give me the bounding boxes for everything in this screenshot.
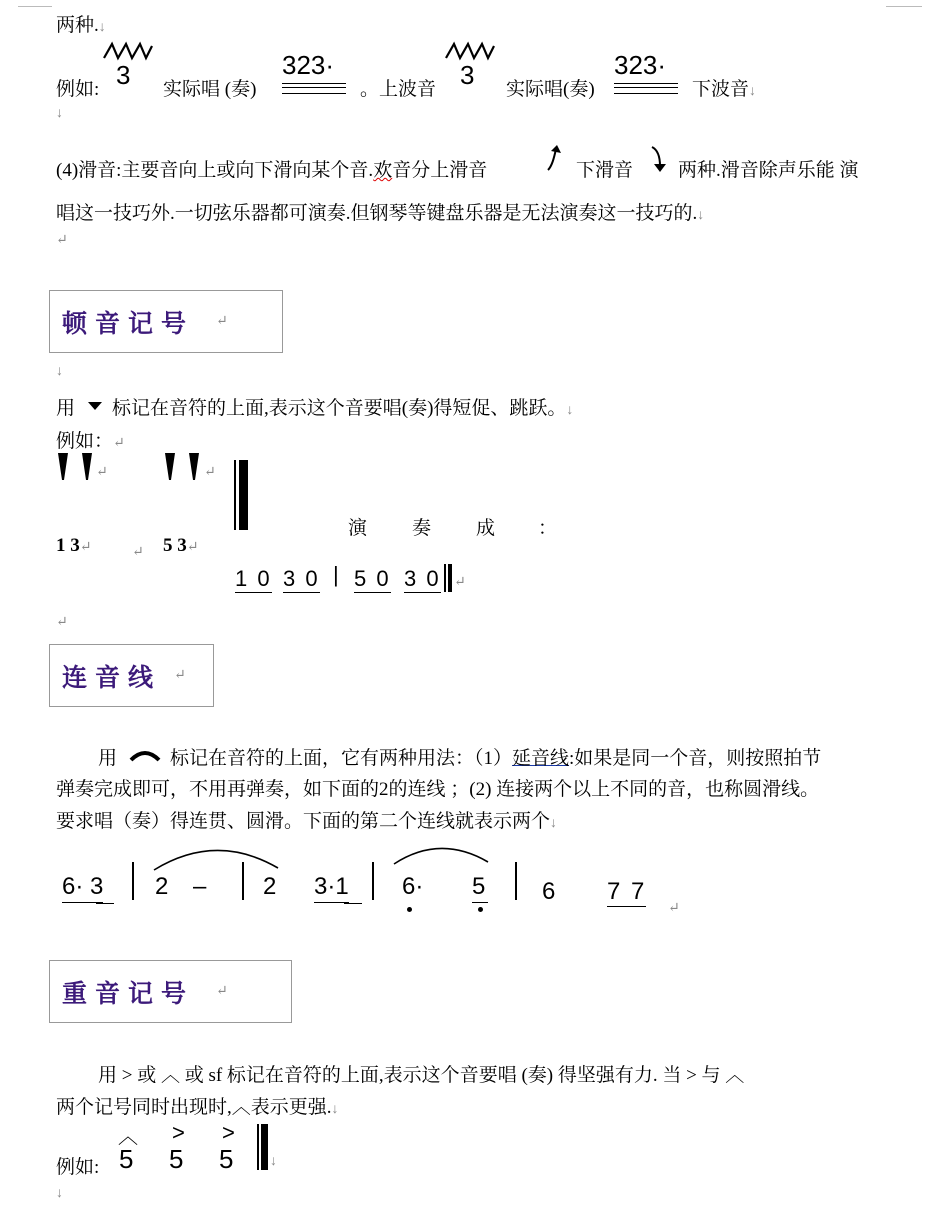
result-bar: | — [333, 562, 339, 587]
page-corner-right — [886, 0, 922, 7]
score-note-group: 7 7 — [607, 878, 647, 905]
low-octave-dot — [478, 907, 483, 912]
accent-mark: > — [172, 1120, 185, 1145]
score-bar-line — [372, 862, 374, 900]
glide-down-label: 下滑音 — [576, 160, 634, 181]
actual-label: 实际唱 (奏) — [163, 79, 257, 100]
section-heading-tie: 连音线 ↵ — [49, 644, 214, 707]
perform-as-1: 演 — [348, 518, 368, 539]
paragraph-mark: ↓ — [749, 84, 757, 99]
bar-line-icon — [233, 460, 253, 530]
staccato-notes-left: 1 3↵ — [56, 535, 92, 556]
staccato-desc-start: 用 — [56, 398, 76, 419]
accent-note: 5 — [119, 1144, 134, 1174]
return-mark: ↵ — [454, 575, 466, 590]
page-corner-left — [18, 0, 52, 7]
staccato-desc: 标记在音符的上面,表示这个音要唱(奏)得短促、跳跃。↓ — [112, 398, 574, 419]
staccato-icon — [86, 400, 104, 412]
result-notes: 323· — [614, 50, 667, 80]
return-mark: ↵ — [204, 465, 216, 480]
accent-mark: > — [222, 1120, 235, 1145]
glide-line-1: (4)滑音:主要音向上或向下滑向某个音.欢音分上滑音 — [56, 160, 488, 181]
end-bar-icon — [444, 564, 454, 592]
score-note: 6 — [542, 878, 556, 905]
tie-para-line1: 标记在音符的上面，它有两种用法：（1）延音线:如果是同一个音，则按照拍节 — [170, 748, 822, 769]
accent-note: 5 — [219, 1144, 234, 1174]
text-upper-mordent: 。上波音 — [360, 79, 437, 100]
result-notes: 323· — [282, 50, 335, 80]
score-note-group: 3·1 — [314, 873, 349, 903]
return-mark: ↵ — [668, 901, 680, 916]
paragraph-mark: ↓ — [697, 208, 705, 223]
mordent-upper-icon — [102, 40, 154, 62]
perform-as-2: 奏 — [412, 518, 432, 539]
mordent-lower-icon — [444, 40, 496, 62]
staccato-notes-right: 5 3↵ — [163, 535, 199, 556]
accent-line-2: 两个记号同时出现时,︿表示更强.↓ — [56, 1097, 339, 1118]
glide-line-1-end: 两种.滑音除声乐能 演 — [678, 160, 859, 181]
text-lower-mordent: 下波音↓ — [692, 79, 757, 100]
score-bar-line — [242, 862, 244, 900]
actual-label: 实际唱(奏) — [506, 79, 595, 100]
tie-arc-icon — [128, 748, 162, 762]
score-note: 2 — [155, 873, 169, 900]
perform-as-3: 成 — [476, 518, 496, 539]
paragraph-mark: ↓ — [56, 364, 63, 379]
staccato-wedge-icon — [163, 452, 203, 482]
result-group: 3 0 — [283, 566, 320, 591]
score-underline — [344, 903, 362, 904]
score-note-group: 6· 3 — [62, 873, 103, 903]
note-3: 3 — [116, 60, 131, 90]
score-note: 2 — [263, 873, 277, 900]
score-bar-line — [132, 862, 134, 900]
end-bar-icon — [256, 1124, 270, 1170]
tie-para-start: 用 — [98, 748, 118, 769]
accent-note: 5 — [169, 1144, 184, 1174]
tie-curve-icon — [150, 846, 282, 872]
underline-triple — [614, 83, 678, 94]
accent-line-1: 用 > 或 ︿ 或 sf 标记在音符的上面,表示这个音要唱 (奏) 得坚强有力. 当 > 与 ︿ — [98, 1065, 745, 1086]
text-line: 两种.↓ — [56, 15, 106, 36]
tie-para-line3: 要求唱（奏）得连贯、圆滑。下面的第二个连线就表示两个↓ — [56, 811, 558, 832]
glide-down-icon — [648, 144, 670, 174]
link-sustain[interactable]: 延音线 — [512, 748, 570, 769]
paragraph-mark: ↓ — [56, 106, 63, 121]
score-note: 6· — [402, 873, 424, 900]
example-label: 例如：↵ — [56, 431, 125, 452]
accent-mark: ︿ — [118, 1126, 138, 1148]
paragraph-mark: ↓ — [270, 1154, 277, 1169]
return-mark: ↵ — [132, 545, 144, 560]
tie-para-line2: 弹奏完成即可，不用再弹奏，如下面的2的连线 ；(2) 连接两个以上不同的音，也称圆滑线。 — [56, 779, 820, 800]
glide-line-2: 唱这一技巧外.一切弦乐器都可演奏.但钢琴等键盘乐器是无法演奏这一技巧的.↓ — [56, 203, 705, 224]
paragraph-mark: ↓ — [56, 1186, 63, 1201]
score-dash: – — [193, 873, 207, 900]
glide-up-icon — [544, 144, 566, 174]
note-3: 3 — [460, 60, 475, 90]
return-mark: ↵ — [56, 615, 68, 630]
staccato-wedge-icon — [56, 452, 96, 482]
paragraph-mark: ↓ — [98, 20, 106, 35]
example-label: 例如: — [56, 79, 100, 100]
score-underline — [472, 902, 488, 903]
result-group: 1 0 — [235, 566, 272, 591]
low-octave-dot — [407, 907, 412, 912]
return-mark: ↵ — [56, 233, 68, 248]
score-note: 5 — [472, 873, 486, 900]
slur-curve-icon — [390, 844, 492, 866]
result-group: 3 0 — [404, 566, 441, 591]
result-group: 5 0 — [354, 566, 391, 591]
return-mark: ↵ — [96, 465, 108, 480]
perform-as-4: ： — [538, 518, 558, 539]
section-heading-staccato: 顿音记号 ↵ — [49, 290, 283, 353]
underline-triple — [282, 83, 346, 94]
section-heading-accent: 重音记号 ↵ — [49, 960, 292, 1023]
score-underline — [96, 903, 114, 904]
example-label: 例如: — [56, 1157, 100, 1178]
score-bar-line — [515, 862, 517, 900]
